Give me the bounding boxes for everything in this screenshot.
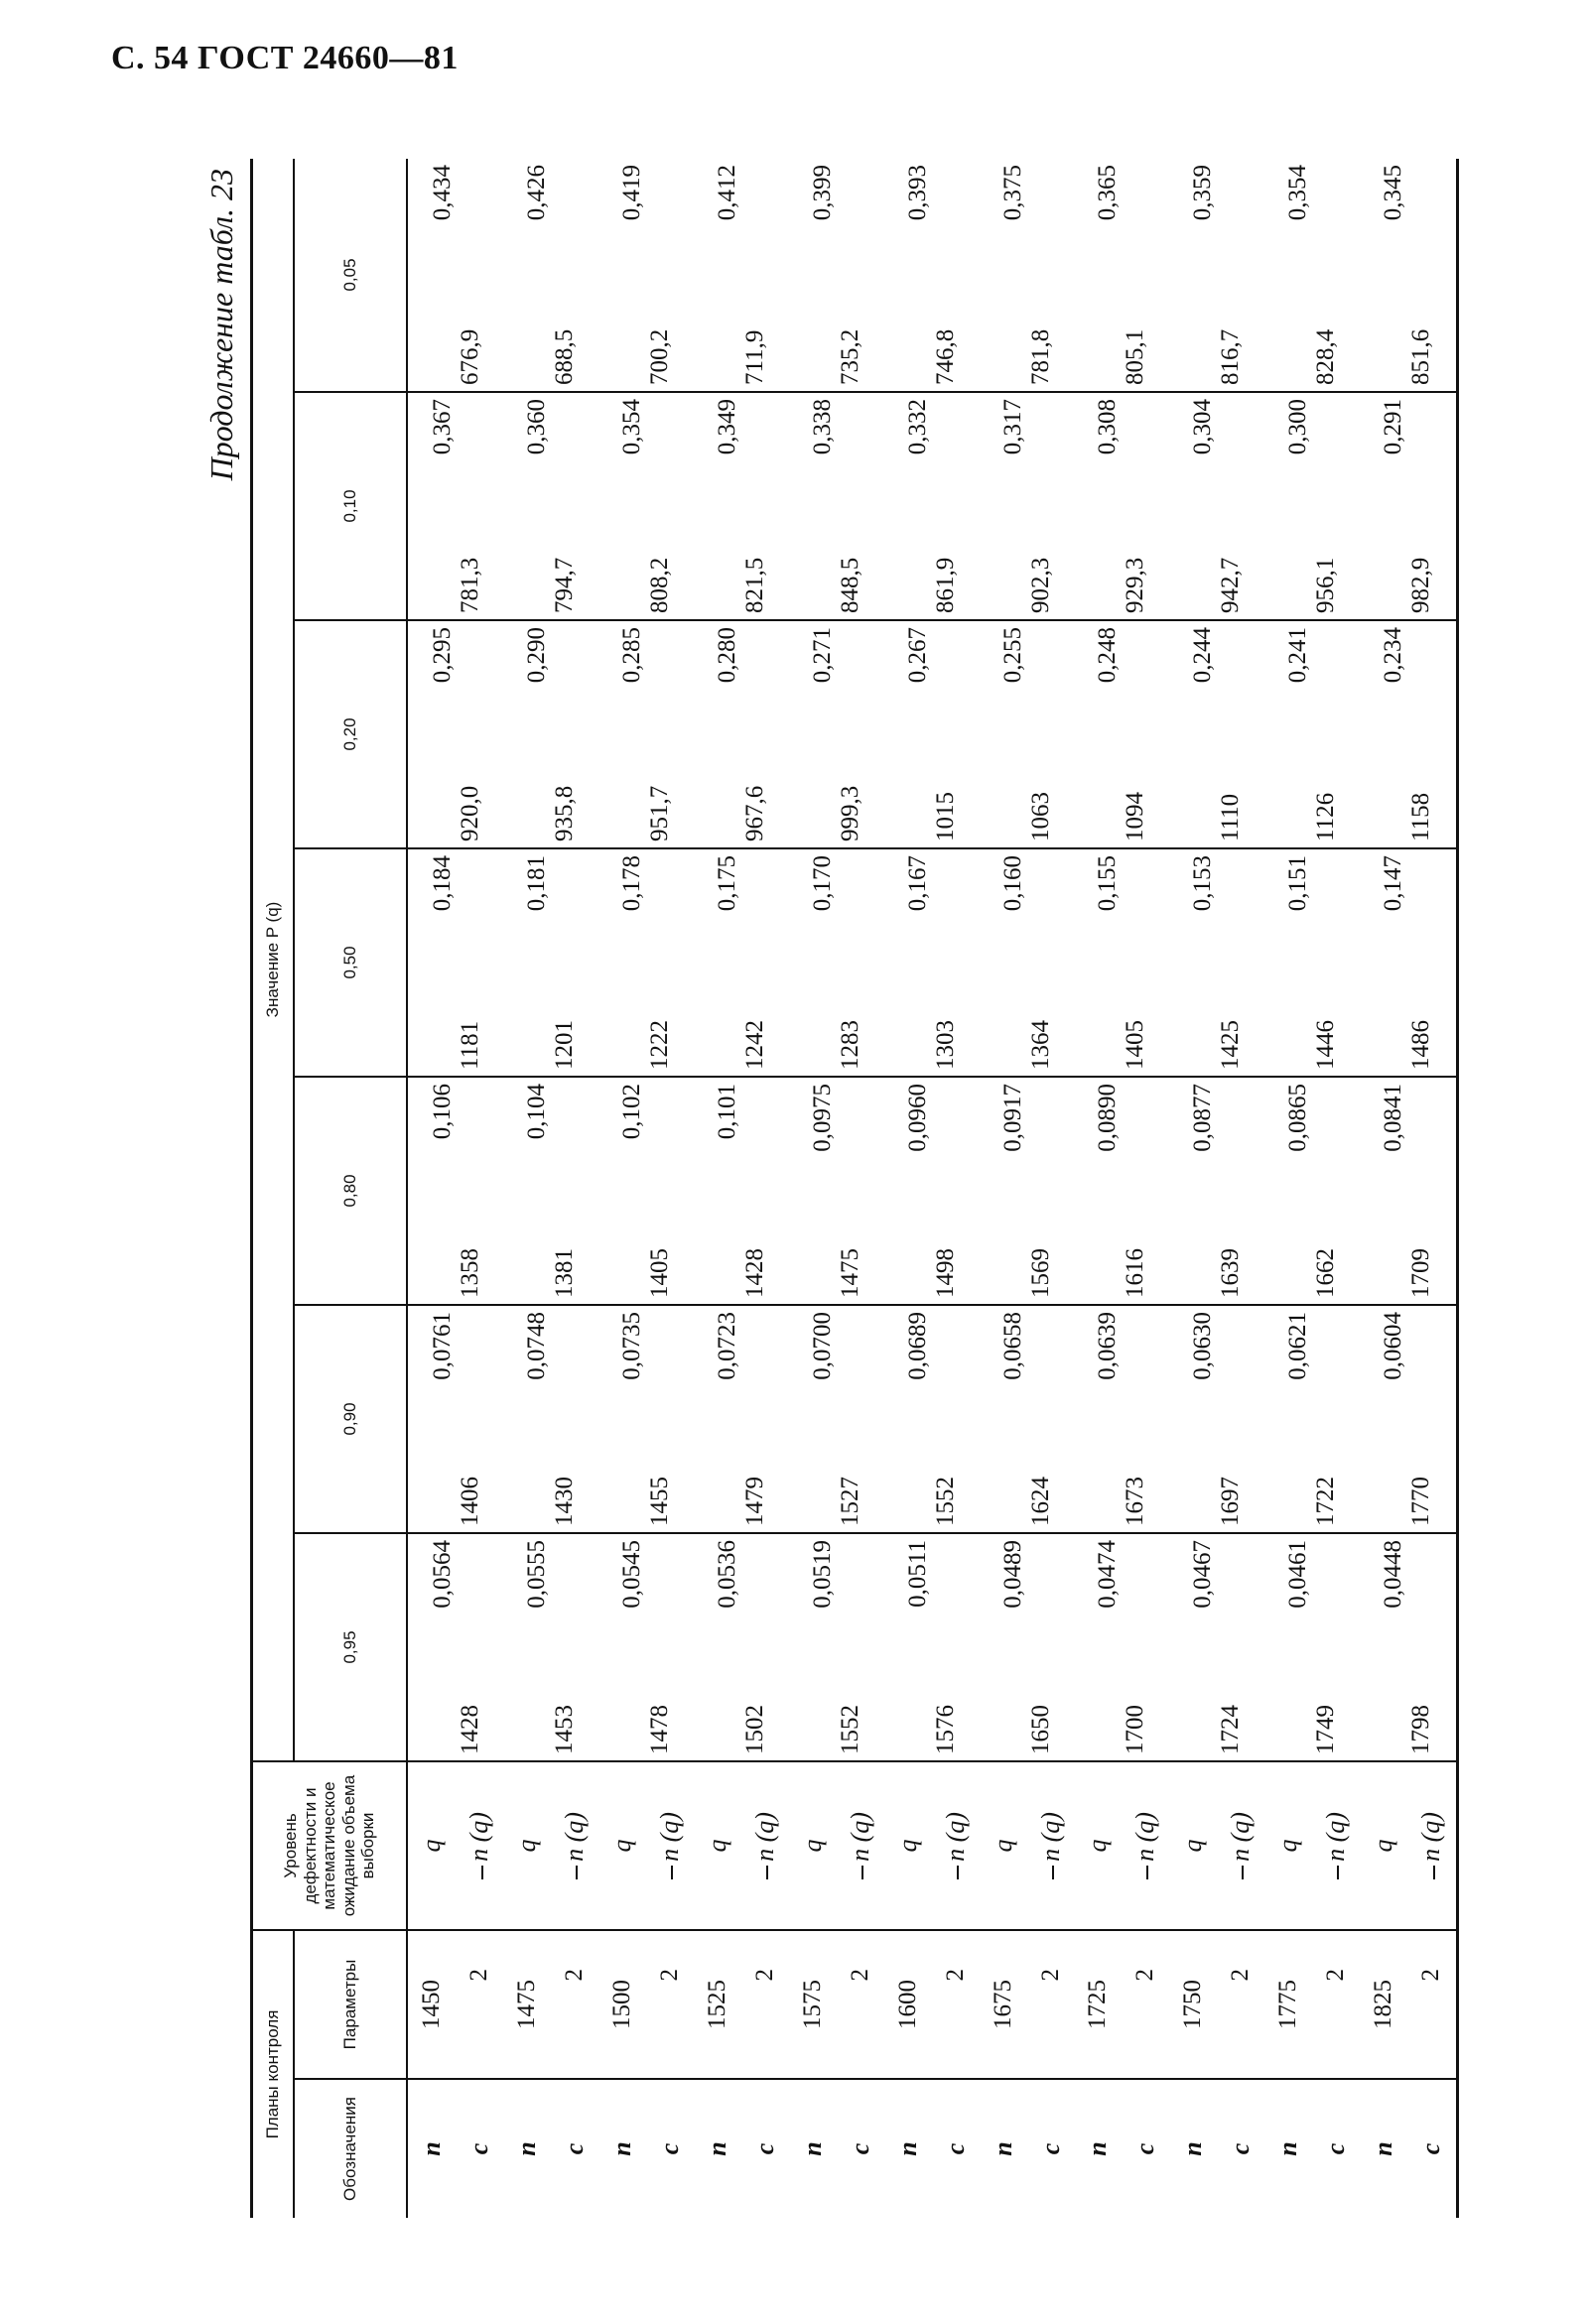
level-nq-label: n (q) xyxy=(1130,1812,1160,1862)
value-q: 0,0865 xyxy=(1264,1077,1312,1305)
value-nq: 1428 xyxy=(457,1533,504,1761)
value-q: 0,167 xyxy=(884,848,932,1077)
parameter-n: 1600 xyxy=(884,1930,932,2079)
parameter-c: 2 xyxy=(1122,1930,1169,2079)
table-row xyxy=(1312,159,1360,2218)
value-nq: 781,3 xyxy=(457,392,504,620)
value-q: 0,349 xyxy=(694,392,741,620)
parameter-n: 1575 xyxy=(789,1930,837,2079)
designation-n: n xyxy=(1083,2141,1113,2156)
value-nq: 956,1 xyxy=(1312,392,1360,620)
value-q: 0,170 xyxy=(789,848,837,1077)
value-q: 0,0630 xyxy=(1169,1305,1217,1533)
parameter-c: 2 xyxy=(1027,1930,1075,2079)
level-q: q xyxy=(789,1761,837,1930)
parameter-n: 1450 xyxy=(407,1930,457,2079)
overline-mark xyxy=(766,1866,768,1879)
value-q: 0,234 xyxy=(1360,620,1407,848)
header-pq-6: 0,05 xyxy=(294,159,407,392)
value-nq: 1722 xyxy=(1312,1305,1360,1533)
value-nq: 676,9 xyxy=(457,159,504,392)
value-q: 0,0761 xyxy=(407,1305,457,1533)
value-q: 0,104 xyxy=(503,1077,551,1305)
designation-n: n xyxy=(1368,2141,1397,2156)
value-nq: 1498 xyxy=(932,1077,980,1305)
value-q: 0,0700 xyxy=(789,1305,837,1533)
level-nq-label: n (q) xyxy=(845,1812,874,1862)
level-q: q xyxy=(1169,1761,1217,1930)
value-q: 0,0545 xyxy=(598,1533,646,1761)
table-row xyxy=(932,159,980,2218)
parameter-c: 2 xyxy=(1217,1930,1264,2079)
value-nq: 1405 xyxy=(646,1077,694,1305)
value-nq: 967,6 xyxy=(741,620,789,848)
parameter-c: 2 xyxy=(1312,1930,1360,2079)
level-nq-label: n (q) xyxy=(1321,1812,1351,1862)
parameter-n: 1475 xyxy=(503,1930,551,2079)
level-nq xyxy=(741,1761,789,1930)
value-q: 0,0621 xyxy=(1264,1305,1312,1533)
value-q: 0,290 xyxy=(503,620,551,848)
value-nq: 1181 xyxy=(457,848,504,1077)
value-nq: 746,8 xyxy=(932,159,980,392)
value-nq: 1428 xyxy=(741,1077,789,1305)
value-q: 0,0564 xyxy=(407,1533,457,1761)
value-q: 0,0975 xyxy=(789,1077,837,1305)
designation-n: n xyxy=(1178,2141,1208,2156)
level-nq xyxy=(457,1761,504,1930)
table-row xyxy=(457,159,504,2218)
value-nq: 1381 xyxy=(551,1077,598,1305)
value-q: 0,0917 xyxy=(980,1077,1027,1305)
value-nq: 1770 xyxy=(1407,1305,1458,1533)
table-row xyxy=(407,159,457,2218)
value-q: 0,255 xyxy=(980,620,1027,848)
value-q: 0,244 xyxy=(1169,620,1217,848)
table-row xyxy=(789,159,837,2218)
value-nq: 1358 xyxy=(457,1077,504,1305)
designation-c: c xyxy=(1226,2142,1256,2155)
value-nq: 1478 xyxy=(646,1533,694,1761)
value-nq: 1479 xyxy=(741,1305,789,1533)
value-q: 0,0748 xyxy=(503,1305,551,1533)
value-q: 0,0960 xyxy=(884,1077,932,1305)
value-q: 0,0877 xyxy=(1169,1077,1217,1305)
header-plans-group: Планы контроля xyxy=(252,1930,295,2218)
header-pq-4: 0,20 xyxy=(294,620,407,848)
level-nq-label: n (q) xyxy=(1226,1812,1256,1862)
value-q: 0,295 xyxy=(407,620,457,848)
parameter-n: 1675 xyxy=(980,1930,1027,2079)
value-nq: 700,2 xyxy=(646,159,694,392)
value-q: 0,280 xyxy=(694,620,741,848)
value-q: 0,354 xyxy=(598,392,646,620)
designation-n: n xyxy=(1273,2141,1303,2156)
value-nq: 1475 xyxy=(837,1077,884,1305)
value-nq: 808,2 xyxy=(646,392,694,620)
value-nq: 1527 xyxy=(837,1305,884,1533)
value-q: 0,354 xyxy=(1264,159,1312,392)
value-q: 0,300 xyxy=(1264,392,1312,620)
level-nq-label: n (q) xyxy=(1416,1812,1446,1862)
level-nq xyxy=(646,1761,694,1930)
level-nq xyxy=(1407,1761,1458,1930)
value-q: 0,0467 xyxy=(1169,1533,1217,1761)
value-q: 0,332 xyxy=(884,392,932,620)
value-nq: 711,9 xyxy=(741,159,789,392)
value-q: 0,0890 xyxy=(1075,1077,1123,1305)
overline-mark xyxy=(1433,1866,1435,1879)
value-q: 0,419 xyxy=(598,159,646,392)
parameter-c: 2 xyxy=(837,1930,884,2079)
value-nq: 1015 xyxy=(932,620,980,848)
parameter-n: 1750 xyxy=(1169,1930,1217,2079)
designation-c: c xyxy=(464,2142,494,2155)
value-q: 0,359 xyxy=(1169,159,1217,392)
value-nq: 1616 xyxy=(1122,1077,1169,1305)
level-q: q xyxy=(503,1761,551,1930)
value-q: 0,160 xyxy=(980,848,1027,1077)
header-designation: Обозначения xyxy=(294,2079,407,2218)
value-q: 0,0448 xyxy=(1360,1533,1407,1761)
value-nq: 982,9 xyxy=(1407,392,1458,620)
value-q: 0,317 xyxy=(980,392,1027,620)
value-nq: 1158 xyxy=(1407,620,1458,848)
value-nq: 951,7 xyxy=(646,620,694,848)
parameter-c: 2 xyxy=(741,1930,789,2079)
value-nq: 1662 xyxy=(1312,1077,1360,1305)
value-q: 0,101 xyxy=(694,1077,741,1305)
value-q: 0,0519 xyxy=(789,1533,837,1761)
value-q: 0,0723 xyxy=(694,1305,741,1533)
value-nq: 999,3 xyxy=(837,620,884,848)
level-nq xyxy=(1217,1761,1264,1930)
value-q: 0,0689 xyxy=(884,1305,932,1533)
table-row xyxy=(1027,159,1075,2218)
designation-c: c xyxy=(1321,2142,1351,2155)
value-q: 0,0841 xyxy=(1360,1077,1407,1305)
value-nq: 935,8 xyxy=(551,620,598,848)
designation-c: c xyxy=(1035,2142,1065,2155)
value-nq: 1364 xyxy=(1027,848,1075,1077)
value-nq: 1110 xyxy=(1217,620,1264,848)
parameter-c: 2 xyxy=(551,1930,598,2079)
value-nq: 1405 xyxy=(1122,848,1169,1077)
designation-c: c xyxy=(655,2142,685,2155)
level-nq xyxy=(1122,1761,1169,1930)
table-caption: Продолжение табл. 23 xyxy=(203,169,239,481)
value-nq: 805,1 xyxy=(1122,159,1169,392)
level-nq-label: n (q) xyxy=(750,1812,779,1862)
value-nq: 848,5 xyxy=(837,392,884,620)
level-q: q xyxy=(407,1761,457,1930)
value-nq: 735,2 xyxy=(837,159,884,392)
value-q: 0,338 xyxy=(789,392,837,620)
rotated-table xyxy=(149,159,1469,2218)
parameter-n: 1525 xyxy=(694,1930,741,2079)
table-row xyxy=(1360,159,1407,2218)
value-nq: 1724 xyxy=(1217,1533,1264,1761)
table-row xyxy=(551,159,598,2218)
overline-mark xyxy=(1146,1866,1148,1879)
value-nq: 1700 xyxy=(1122,1533,1169,1761)
level-nq-label: n (q) xyxy=(560,1812,590,1862)
value-q: 0,360 xyxy=(503,392,551,620)
value-nq: 1406 xyxy=(457,1305,504,1533)
table-row xyxy=(1075,159,1123,2218)
designation-n: n xyxy=(797,2141,827,2156)
value-q: 0,393 xyxy=(884,159,932,392)
value-nq: 861,9 xyxy=(932,392,980,620)
value-q: 0,155 xyxy=(1075,848,1123,1077)
data-table xyxy=(149,159,1459,2218)
value-nq: 1709 xyxy=(1407,1077,1458,1305)
table-row xyxy=(837,159,884,2218)
value-nq: 1798 xyxy=(1407,1533,1458,1761)
value-q: 0,0604 xyxy=(1360,1305,1407,1533)
value-q: 0,367 xyxy=(407,392,457,620)
header-pq-group: Значение P (q) xyxy=(252,159,295,1761)
header-pq-3: 0,50 xyxy=(294,848,407,1077)
value-q: 0,0639 xyxy=(1075,1305,1123,1533)
designation-c: c xyxy=(940,2142,970,2155)
designation-n: n xyxy=(703,2141,732,2156)
value-nq: 1242 xyxy=(741,848,789,1077)
value-nq: 1453 xyxy=(551,1533,598,1761)
overline-mark xyxy=(1337,1866,1339,1879)
value-nq: 828,4 xyxy=(1312,159,1360,392)
table-row xyxy=(503,159,551,2218)
value-q: 0,0474 xyxy=(1075,1533,1123,1761)
parameter-n: 1825 xyxy=(1360,1930,1407,2079)
value-q: 0,375 xyxy=(980,159,1027,392)
value-nq: 1430 xyxy=(551,1305,598,1533)
value-nq: 1639 xyxy=(1217,1077,1264,1305)
parameter-c: 2 xyxy=(646,1930,694,2079)
value-q: 0,434 xyxy=(407,159,457,392)
value-nq: 1094 xyxy=(1122,620,1169,848)
level-nq-label: n (q) xyxy=(940,1812,970,1862)
value-nq: 1552 xyxy=(837,1533,884,1761)
value-q: 0,267 xyxy=(884,620,932,848)
value-nq: 821,5 xyxy=(741,392,789,620)
table-row xyxy=(1407,159,1458,2218)
value-q: 0,175 xyxy=(694,848,741,1077)
table-row xyxy=(1217,159,1264,2218)
parameter-c: 2 xyxy=(932,1930,980,2079)
designation-n: n xyxy=(607,2141,637,2156)
overline-mark xyxy=(1052,1866,1054,1879)
parameter-c: 2 xyxy=(457,1930,504,2079)
table-row xyxy=(980,159,1027,2218)
value-nq: 902,3 xyxy=(1027,392,1075,620)
level-nq xyxy=(1312,1761,1360,1930)
header-pq-0: 0,95 xyxy=(294,1533,407,1761)
level-nq xyxy=(837,1761,884,1930)
value-q: 0,365 xyxy=(1075,159,1123,392)
level-nq xyxy=(1027,1761,1075,1930)
designation-c: c xyxy=(1407,2079,1458,2218)
table-row xyxy=(1264,159,1312,2218)
table-row xyxy=(741,159,789,2218)
designation-n: n xyxy=(988,2141,1017,2156)
overline-mark xyxy=(576,1866,578,1879)
header-pq-2: 0,80 xyxy=(294,1077,407,1305)
value-q: 0,102 xyxy=(598,1077,646,1305)
value-q: 0,151 xyxy=(1264,848,1312,1077)
value-q: 0,106 xyxy=(407,1077,457,1305)
designation-c: c xyxy=(1130,2142,1160,2155)
parameter-n: 1500 xyxy=(598,1930,646,2079)
designation-c: c xyxy=(560,2142,590,2155)
table-row xyxy=(884,159,932,2218)
value-nq: 1749 xyxy=(1312,1533,1360,1761)
page-header: С. 54 ГОСТ 24660—81 xyxy=(111,40,459,76)
value-q: 0,291 xyxy=(1360,392,1407,620)
value-nq: 1126 xyxy=(1312,620,1360,848)
value-nq: 920,0 xyxy=(457,620,504,848)
table-row xyxy=(598,159,646,2218)
value-q: 0,412 xyxy=(694,159,741,392)
level-q: q xyxy=(884,1761,932,1930)
overline-mark xyxy=(481,1866,483,1879)
level-q: q xyxy=(598,1761,646,1930)
overline-mark xyxy=(861,1866,863,1879)
value-nq: 1303 xyxy=(932,848,980,1077)
level-q: q xyxy=(694,1761,741,1930)
level-nq xyxy=(551,1761,598,1930)
value-q: 0,181 xyxy=(503,848,551,1077)
table-row xyxy=(1169,159,1217,2218)
header-pq-1: 0,90 xyxy=(294,1305,407,1533)
level-q: q xyxy=(1360,1761,1407,1930)
level-nq xyxy=(932,1761,980,1930)
rotated-table-area xyxy=(149,159,1469,2218)
value-q: 0,399 xyxy=(789,159,837,392)
value-nq: 688,5 xyxy=(551,159,598,392)
table-row xyxy=(646,159,694,2218)
level-nq-label: n (q) xyxy=(655,1812,685,1862)
value-q: 0,304 xyxy=(1169,392,1217,620)
value-nq: 1576 xyxy=(932,1533,980,1761)
designation-n: n xyxy=(417,2141,447,2156)
value-q: 0,0735 xyxy=(598,1305,646,1533)
value-nq: 1697 xyxy=(1217,1305,1264,1533)
value-q: 0,0461 xyxy=(1264,1533,1312,1761)
value-q: 0,0658 xyxy=(980,1305,1027,1533)
value-nq: 1455 xyxy=(646,1305,694,1533)
value-q: 0,0555 xyxy=(503,1533,551,1761)
table-row xyxy=(694,159,741,2218)
parameter-n: 1775 xyxy=(1264,1930,1312,2079)
value-q: 0,248 xyxy=(1075,620,1123,848)
level-q: q xyxy=(1264,1761,1312,1930)
value-nq: 851,6 xyxy=(1407,159,1458,392)
value-nq: 1673 xyxy=(1122,1305,1169,1533)
value-q: 0,241 xyxy=(1264,620,1312,848)
value-q: 0,184 xyxy=(407,848,457,1077)
value-q: 0,345 xyxy=(1360,159,1407,392)
value-nq: 1283 xyxy=(837,848,884,1077)
value-q: 0,178 xyxy=(598,848,646,1077)
table-row xyxy=(1122,159,1169,2218)
header-parameters: Параметры xyxy=(294,1930,407,2079)
value-nq: 1201 xyxy=(551,848,598,1077)
value-nq: 794,7 xyxy=(551,392,598,620)
value-nq: 929,3 xyxy=(1122,392,1169,620)
header-pq-5: 0,10 xyxy=(294,392,407,620)
value-nq: 1222 xyxy=(646,848,694,1077)
value-q: 0,153 xyxy=(1169,848,1217,1077)
value-nq: 1552 xyxy=(932,1305,980,1533)
header-level: Уровень дефектности и математическое ожидание объема выборки xyxy=(252,1761,408,1930)
designation-n: n xyxy=(512,2141,542,2156)
value-q: 0,0511 xyxy=(884,1533,932,1761)
value-nq: 816,7 xyxy=(1217,159,1264,392)
parameter-n: 1725 xyxy=(1075,1930,1123,2079)
value-q: 0,0489 xyxy=(980,1533,1027,1761)
value-nq: 1486 xyxy=(1407,848,1458,1077)
value-nq: 1569 xyxy=(1027,1077,1075,1305)
value-q: 0,271 xyxy=(789,620,837,848)
value-q: 0,308 xyxy=(1075,392,1123,620)
value-nq: 1624 xyxy=(1027,1305,1075,1533)
overline-mark xyxy=(957,1866,959,1879)
level-q: q xyxy=(1075,1761,1123,1930)
level-q: q xyxy=(980,1761,1027,1930)
value-nq: 781,8 xyxy=(1027,159,1075,392)
value-q: 0,426 xyxy=(503,159,551,392)
value-nq: 1063 xyxy=(1027,620,1075,848)
value-q: 0,147 xyxy=(1360,848,1407,1077)
value-nq: 1425 xyxy=(1217,848,1264,1077)
level-nq-label: n (q) xyxy=(464,1812,494,1862)
designation-c: c xyxy=(845,2142,874,2155)
value-nq: 942,7 xyxy=(1217,392,1264,620)
overline-mark xyxy=(671,1866,673,1879)
designation-c: c xyxy=(750,2142,779,2155)
parameter-c: 2 xyxy=(1407,1930,1458,2079)
level-nq-label: n (q) xyxy=(1035,1812,1065,1862)
value-nq: 1650 xyxy=(1027,1533,1075,1761)
overline-mark xyxy=(1242,1866,1244,1879)
value-nq: 1502 xyxy=(741,1533,789,1761)
designation-n: n xyxy=(892,2141,922,2156)
value-q: 0,0536 xyxy=(694,1533,741,1761)
value-nq: 1446 xyxy=(1312,848,1360,1077)
value-q: 0,285 xyxy=(598,620,646,848)
